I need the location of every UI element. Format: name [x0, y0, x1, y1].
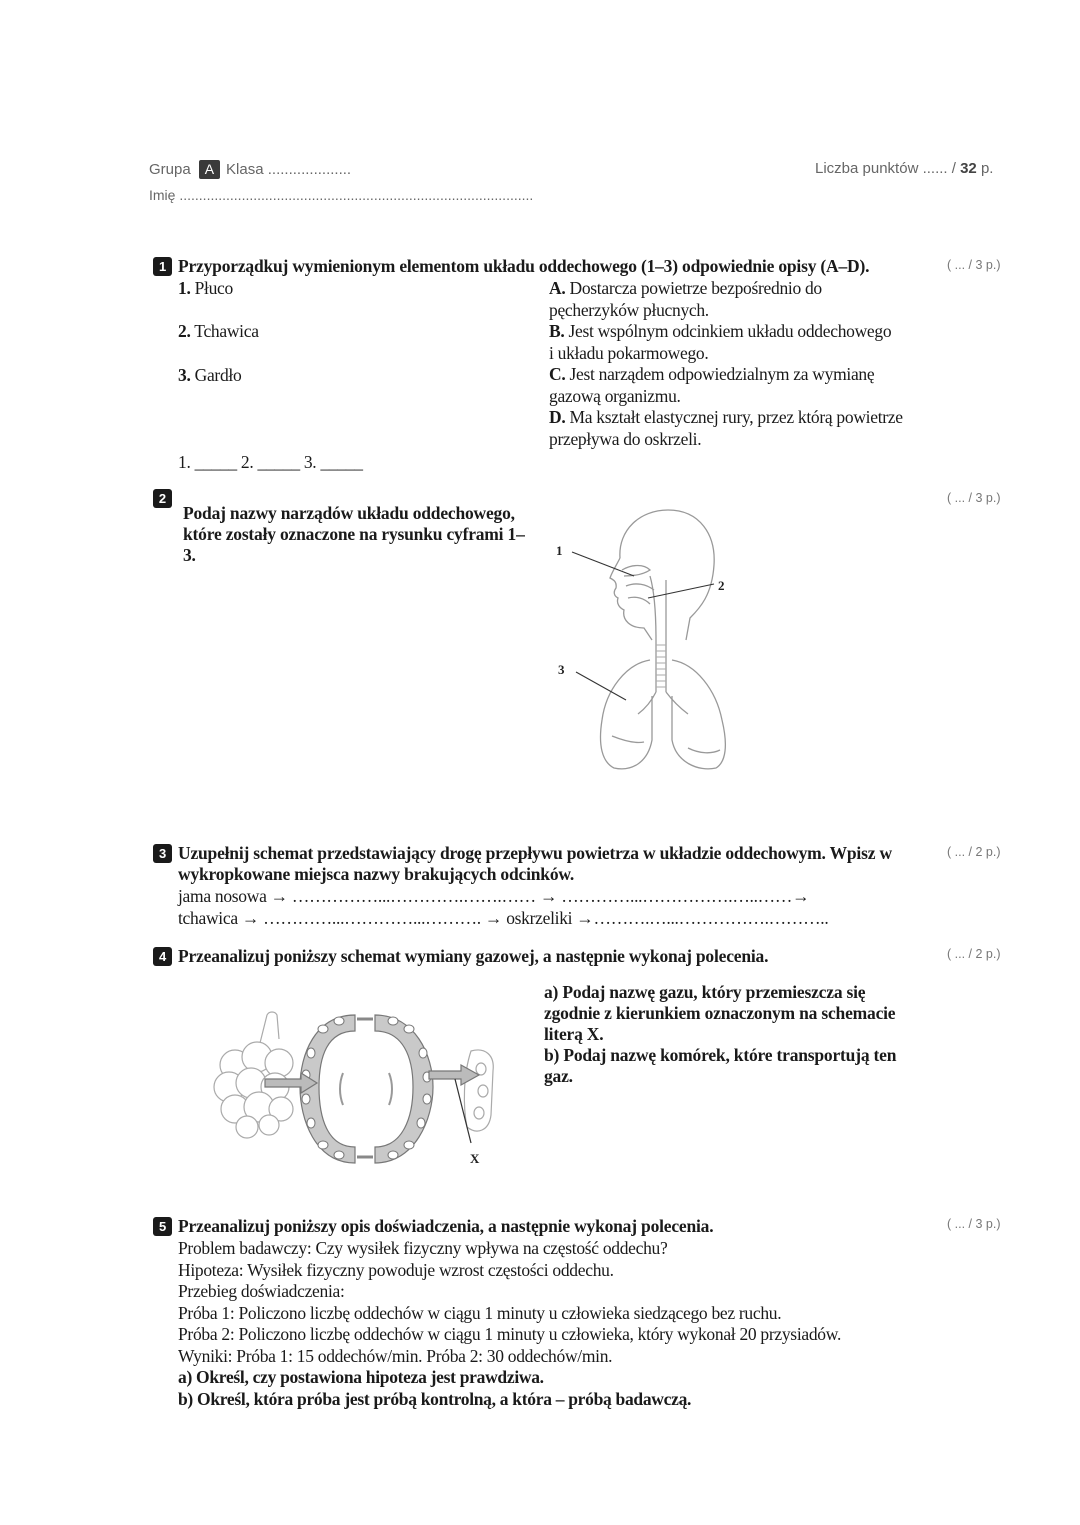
diagram-label-3: 3 — [558, 662, 565, 677]
q3-title: 3 Uzupełnij schemat przedstawiający drogę przepływu powietrza w układzie oddechowym. Wpisz w wykropkowane miejsca nazwy brakujących odcinków. — [153, 843, 892, 885]
q5-number: 5 — [153, 1217, 172, 1236]
group-badge: A — [199, 160, 220, 179]
class-field[interactable]: Klasa .................... — [226, 161, 352, 178]
face-profile — [610, 558, 652, 640]
q1-title — [153, 256, 869, 277]
group-label: Grupa — [149, 161, 191, 178]
q5-points: ( ... / 3 p.) — [947, 1217, 1001, 1231]
q3-number: 3 — [153, 844, 172, 863]
left-lung — [601, 660, 653, 769]
q5-task-b: b) Określ, która próba jest próbą kontrolną, a która – próbą badawczą. — [178, 1388, 692, 1409]
q2-title: Podaj nazwy narządów układu oddechowego, które zostały oznaczone na rysunku cyframi 1– 3. — [183, 503, 525, 565]
diagram-label-2: 2 — [718, 578, 725, 593]
vessel-wall — [300, 1015, 433, 1163]
diagram-label-1: 1 — [556, 543, 563, 558]
q1-options: A. Dostarcza powietrze bezpośrednio do pęcherzyków płucnych. B. Jest wspólnym odcinkiem układu oddechowego i układu pokarmowego. C. Jest narządem odpowiedzialnym za wymianę gazową organizmu. D. Ma kształt elastycznej rury, przez którą powietrze przepływa do oskrzeli. — [549, 278, 903, 449]
q4-number: 4 — [153, 947, 172, 966]
q5-task-a: a) Określ, czy postawiona hipoteza jest prawdziwa. — [178, 1367, 544, 1387]
gas-exchange-diagram — [205, 995, 505, 1180]
diagram-label-x: X — [470, 1151, 480, 1166]
respiratory-system-diagram — [540, 500, 750, 780]
q1-answer-line[interactable]: 1. _____ 2. _____ 3. _____ — [178, 452, 363, 472]
points-label[interactable]: Liczba punktów ...... / — [815, 160, 956, 177]
q1-item-3: 3. Gardło — [178, 365, 242, 385]
points-unit: p. — [980, 160, 994, 177]
q1-number: 1 — [153, 257, 172, 276]
points-total: 32 — [960, 160, 977, 177]
arrows — [265, 1065, 479, 1093]
q1-points: ( ... / 3 p.) — [947, 258, 1001, 272]
q2-number: 2 — [153, 489, 172, 508]
name-field[interactable]: Imię ........................................................................................... — [149, 187, 534, 203]
q3-flow[interactable] — [178, 886, 828, 929]
q3-flow-line-2: tchawica → …………...…………...………. → oskrzeliki →……….…...…………….……….. — [178, 907, 829, 928]
tissue-cells — [464, 1050, 493, 1131]
q4-title: 4 Przeanalizuj poniższy schemat wymiany gazowej, a następnie wykonaj polecenia. — [153, 946, 768, 967]
nasal-cavity — [622, 566, 650, 577]
q5-line: Przebieg doświadczenia: — [178, 1281, 345, 1301]
q5-line: Problem badawczy: Czy wysiłek fizyczny wpływa na częstość oddechu? — [178, 1238, 668, 1258]
q5-title: 5 Przeanalizuj poniższy opis doświadczenia, a następnie wykonaj polecenia. — [153, 1216, 713, 1237]
header-group — [149, 160, 351, 179]
q5-line: Próba 2: Policzono liczbę oddechów w ciągu 1 minuty u człowieka, który wykonał 20 przysiadów. — [178, 1324, 842, 1344]
q1-title-text: Przyporządkuj wymienionym elementom układu oddechowego (1–3) odpowiednie opisy (A–D). — [178, 256, 870, 276]
q2-number-wrap — [153, 489, 178, 509]
q5-line: Próba 1: Policzono liczbę oddechów w ciągu 1 minuty u człowieka siedzącego bez ruchu. — [178, 1302, 782, 1323]
q5-line: Hipoteza: Wysiłek fizyczny powoduje wzrost częstości oddechu. — [178, 1259, 614, 1280]
q5-line: Wyniki: Próba 1: 15 oddechów/min. Próba 2: 30 oddechów/min. — [178, 1345, 613, 1366]
alveoli-cluster — [214, 1012, 293, 1138]
header-points — [815, 160, 993, 177]
right-lung — [672, 660, 725, 769]
vessel-gaps — [357, 1019, 373, 1157]
q2-points: ( ... / 3 p.) — [947, 491, 1001, 505]
q5-body — [178, 1238, 841, 1410]
q4-tasks: a) Podaj nazwę gazu, który przemieszcza się zgodnie z kierunkiem oznaczonym na schemacie literą X. b) Podaj nazwę komórek, które transportują ten gaz. — [544, 982, 897, 1086]
q1-item-1: 1. Płuco — [178, 278, 233, 298]
q1-item-2: 2. Tchawica — [178, 321, 259, 341]
q3-flow-line-1: jama nosowa → ……………...………….…….…… → …………...…………….…..……→ — [178, 886, 810, 906]
q3-points: ( ... / 2 p.) — [947, 845, 1001, 859]
q4-points: ( ... / 2 p.) — [947, 947, 1001, 961]
